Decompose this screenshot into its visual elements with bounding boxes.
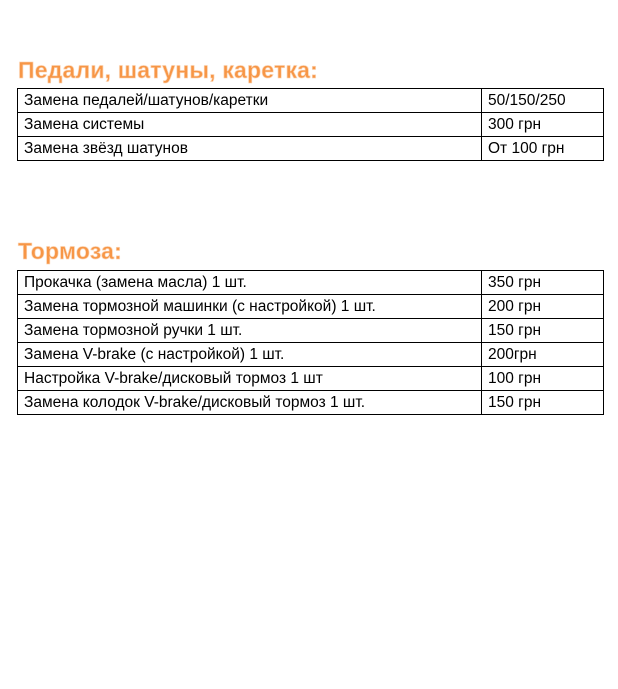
price-cell: 100 грн xyxy=(482,367,604,391)
service-cell: Замена тормозной ручки 1 шт. xyxy=(18,319,482,343)
price-cell: 300 грн xyxy=(482,113,604,137)
table-row xyxy=(18,343,604,367)
price-cell: 350 грн xyxy=(482,271,604,295)
price-cell: 150 грн xyxy=(482,391,604,415)
price-cell: 200 грн xyxy=(482,295,604,319)
table-row xyxy=(18,391,604,415)
service-cell: Замена V-brake (с настройкой) 1 шт. xyxy=(18,343,482,367)
price-table-pedals xyxy=(17,88,604,161)
service-cell: Замена колодок V-brake/дисковый тормоз 1 шт. xyxy=(18,391,482,415)
section-title: Тормоза: xyxy=(18,238,123,264)
table-row xyxy=(18,319,604,343)
section-title: Педали, шатуны, каретка: xyxy=(18,57,319,83)
price-cell: 50/150/250 xyxy=(482,89,604,113)
service-cell: Замена звёзд шатунов xyxy=(18,137,482,161)
table-row xyxy=(18,295,604,319)
table-row xyxy=(18,113,604,137)
service-cell: Настройка V-brake/дисковый тормоз 1 шт xyxy=(18,367,482,391)
service-cell: Прокачка (замена масла) 1 шт. xyxy=(18,271,482,295)
table-row xyxy=(18,367,604,391)
table-row xyxy=(18,89,604,113)
price-cell: 200грн xyxy=(482,343,604,367)
table-row xyxy=(18,271,604,295)
service-cell: Замена тормозной машинки (с настройкой) 1 шт. xyxy=(18,295,482,319)
section-brakes xyxy=(17,237,602,415)
service-cell: Замена системы xyxy=(18,113,482,137)
price-table-brakes xyxy=(17,270,604,415)
price-cell: 150 грн xyxy=(482,319,604,343)
service-cell: Замена педалей/шатунов/каретки xyxy=(18,89,482,113)
section-pedals-cranks xyxy=(17,56,602,161)
table-row xyxy=(18,137,604,161)
price-cell: От 100 грн xyxy=(482,137,604,161)
